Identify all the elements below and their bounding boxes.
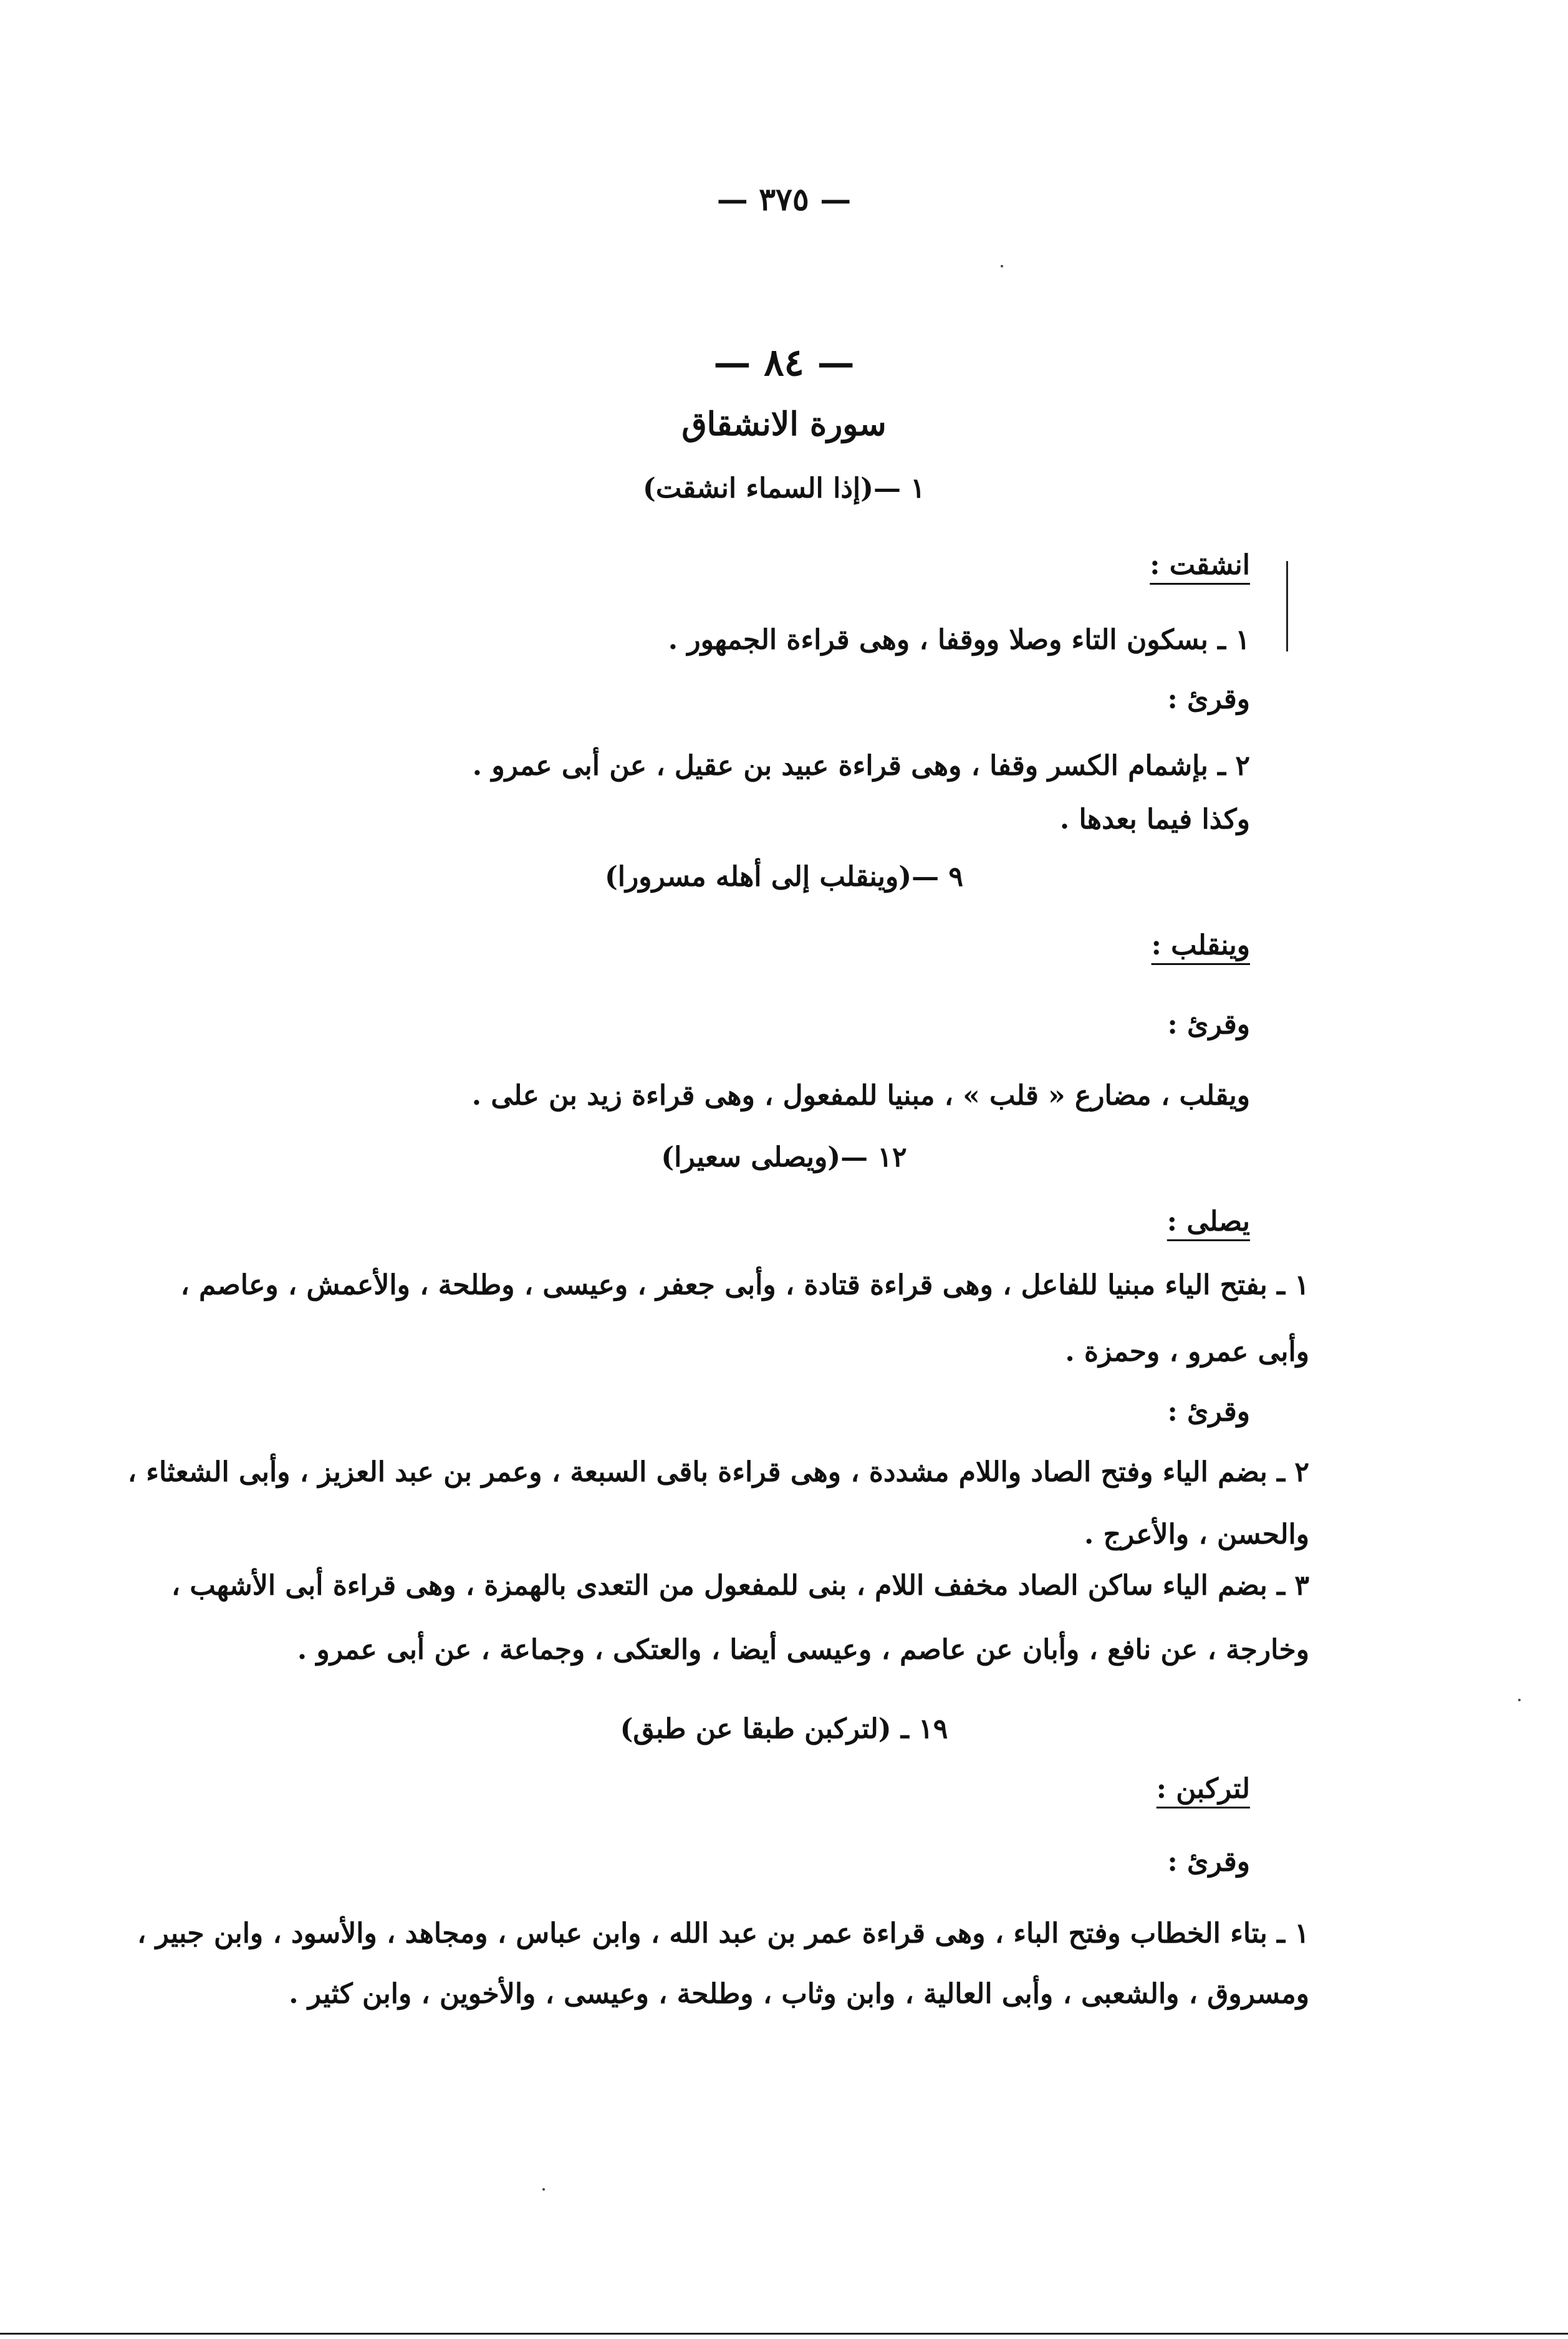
text-line: ١ ـ بتاء الخطاب وفتح الباء ، وهى قراءة عمر بن عبد الله ، وابن عباس ، ومجاهد ، والأسود ، وابن جبير ، — [137, 1918, 1309, 1949]
text-line: ١ ـ بسكون التاء وصلا ووقفا ، وهى قراءة الجمهور . — [668, 624, 1250, 656]
text-line: وقرئ : — [1167, 1009, 1250, 1040]
word-heading: لتركبن : — [1156, 1773, 1250, 1805]
text-line: ٢ ـ بضم الياء وفتح الصاد واللام مشددة ، وهى قراءة باقى السبعة ، وعمر بن عبد العزيز ، وأبى الشعثاء ، — [127, 1456, 1309, 1488]
scan-speck — [542, 2188, 545, 2191]
word-heading: انشقت : — [1150, 549, 1250, 581]
verse-heading: ٩ —(وينقلب إلى أهله مسرورا) — [604, 861, 964, 893]
margin-bar — [1286, 561, 1288, 651]
verse-heading: ١٢ —(ويصلى سعيرا) — [661, 1141, 907, 1173]
scan-speck — [1518, 1699, 1521, 1701]
surah-title: سورة الانشقاق — [681, 405, 887, 443]
text-line: ٣ ـ بضم الياء ساكن الصاد مخفف اللام ، بنى للمفعول من التعدى بالهمزة ، وهى قراءة أبى الأشهب ، — [171, 1570, 1309, 1602]
text-line: والحسن ، والأعرج . — [1084, 1519, 1309, 1550]
scan-speck — [1001, 265, 1003, 267]
page-bottom-edge — [0, 2333, 1568, 2335]
word-heading: وينقلب : — [1151, 929, 1250, 961]
page-number: — ٣٧٥ — — [716, 181, 852, 218]
text-line: ٢ ـ بإشمام الكسر وقفا ، وهى قراءة عبيد بن عقيل ، عن أبى عمرو . — [472, 750, 1250, 782]
text-line: وخارجة ، عن نافع ، وأبان عن عاصم ، وعيسى أيضا ، والعتكى ، وجماعة ، عن أبى عمرو . — [297, 1634, 1309, 1666]
chapter-number: — ٨٤ — — [713, 341, 855, 385]
word-heading: يصلى : — [1166, 1206, 1250, 1237]
text-line: ١ ـ بفتح الياء مبنيا للفاعل ، وهى قراءة قتادة ، وأبى جعفر ، وعيسى ، وطلحة ، والأعمش ، وعاصم ، — [180, 1269, 1309, 1301]
text-line: وأبى عمرو ، وحمزة . — [1065, 1336, 1309, 1368]
verse-heading: ١ —(إذا السماء انشقت) — [643, 473, 925, 504]
text-line: ومسروق ، والشعبى ، وأبى العالية ، وابن وثاب ، وطلحة ، وعيسى ، والأخوين ، وابن كثير . — [289, 1978, 1309, 2010]
text-line: ويقلب ، مضارع « قلب » ، مبنيا للمفعول ، وهى قراءة زيد بن على . — [471, 1080, 1250, 1112]
verse-heading: ١٩ ـ (لتركبن طبقا عن طبق) — [620, 1713, 948, 1745]
text-line: وكذا فيما بعدها . — [1059, 804, 1250, 835]
text-line: وقرئ : — [1167, 1396, 1250, 1428]
text-line: وقرئ : — [1167, 683, 1250, 715]
text-line: وقرئ : — [1167, 1846, 1250, 1878]
